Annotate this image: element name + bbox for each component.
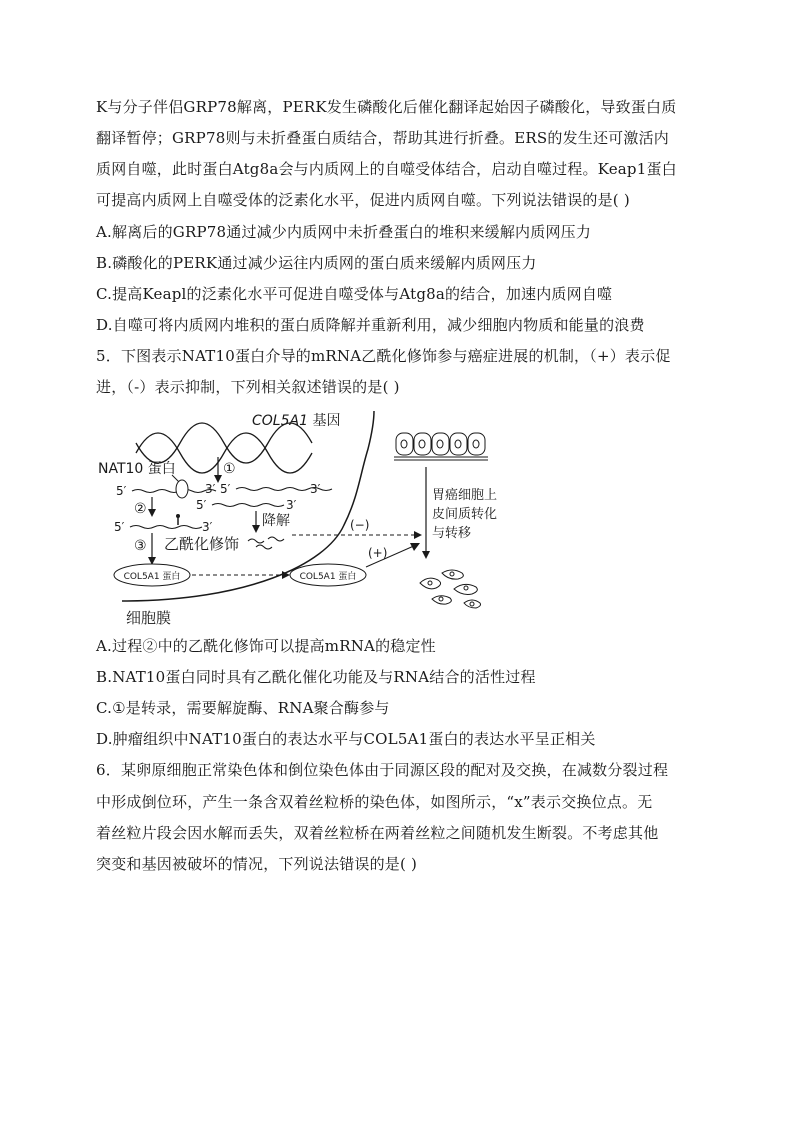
option-b: B.NAT10蛋白同时具有乙酰化催化功能及与RNA结合的活性过程: [96, 668, 536, 686]
question-5-stem: 5．下图表示NAT10蛋白介导的mRNA乙酰化修饰参与癌症进展的机制，（+）表示促: [96, 347, 671, 365]
option-a: A.解离后的GRP78通过减少内质网中未折叠蛋白的堆积来缓解内质网压力: [96, 223, 592, 241]
prime-3: 3′: [310, 482, 321, 496]
mrna-acetylated: [130, 526, 202, 529]
option-b: B.磷酸化的PERK通过减少运往内质网的蛋白质来缓解内质网压力: [96, 254, 537, 272]
emt-label-line3: 与转移: [432, 526, 472, 541]
text-line: K与分子伴侣GRP78解离，PERK发生磷酸化后催化翻译起始因子磷酸化，导致蛋白质: [96, 98, 677, 116]
prime-5: 5′: [220, 482, 231, 496]
nat10-label: NAT10 蛋白: [98, 461, 176, 477]
mechanism-diagram: [96, 405, 536, 630]
gene-label: COL5A1: [252, 413, 308, 429]
prime-5: 5′: [196, 498, 207, 512]
nat10-protein: [176, 480, 188, 498]
step-1-label: ①: [223, 461, 236, 477]
prime-5: 5′: [114, 520, 125, 534]
epithelial-cells: [396, 433, 485, 455]
col5a1-protein-outer-label: COL5A1 蛋白: [299, 572, 357, 582]
option-c: C.提高Keapl的泛素化水平可促进自噬受体与Atg8a的结合，加速内质网自噬: [96, 285, 613, 303]
question-6-stem: 6．某卵原细胞正常染色体和倒位染色体由于同源区段的配对及交换，在减数分裂过程: [96, 761, 669, 779]
dna-strand-2: [136, 423, 312, 463]
acetyl-label: 乙酰化修饰: [164, 535, 240, 553]
text-line: 可提高内质网上自噬受体的泛素化水平，促进内质网自噬。下列说法错误的是( ): [96, 191, 630, 209]
step-2-label: ②: [134, 501, 147, 517]
col5a1-protein-inner-label: COL5A1 蛋白: [123, 572, 181, 582]
question-5-stem: 进，（-）表示抑制，下列相关叙述错误的是( ): [96, 378, 400, 396]
mesenchymal-cells: [420, 570, 481, 608]
emt-label-line2: 皮间质转化: [432, 507, 498, 522]
degrade-label: 降解: [262, 513, 290, 529]
mrna-1: [132, 490, 216, 493]
gene-label-suffix: 基因: [308, 413, 341, 429]
question-6-stem: 着丝粒片段会因水解而丢失，双着丝粒桥在两着丝粒之间随机发生断裂。不考虑其他: [96, 824, 659, 842]
inhibit-label: (−): [350, 518, 370, 532]
option-d: D.自噬可将内质网内堆积的蛋白质降解并重新利用，减少细胞内物质和能量的浪费: [96, 316, 645, 334]
degraded-mrna: [248, 537, 284, 549]
svg-text:COL5A1 基因: [252, 412, 340, 429]
emt-label-line1: 胃癌细胞上: [432, 488, 498, 503]
option-c: C.①是转录，需要解旋酶、RNA聚合酶参与: [96, 699, 390, 717]
prime-3: 3′: [286, 498, 297, 512]
text-line: 翻译暂停；GRP78则与未折叠蛋白质结合，帮助其进行折叠。ERS的发生还可激活内: [96, 129, 669, 147]
question-6-stem: 中形成倒位环，产生一条含双着丝粒桥的染色体，如图所示，“x”表示交换位点。无: [96, 793, 653, 811]
mrna-2: [212, 504, 284, 507]
membrane-label: 细胞膜: [126, 609, 172, 627]
prime-3: 3′: [205, 482, 216, 496]
step-3-label: ③: [134, 538, 147, 554]
prime-5: 5′: [116, 484, 127, 498]
promote-label: (+): [368, 546, 388, 560]
prime-3: 3′: [202, 520, 213, 534]
text-line: 质网自噬，此时蛋白Atg8a会与内质网上的自噬受体结合，启动自噬过程。Keap1蛋白: [96, 160, 677, 178]
question-6-stem: 突变和基因被破坏的情况，下列说法错误的是( ): [96, 855, 418, 873]
option-a: A.过程②中的乙酰化修饰可以提高mRNA的稳定性: [96, 637, 436, 655]
option-d: D.肿瘤组织中NAT10蛋白的表达水平与COL5A1蛋白的表达水平呈正相关: [96, 730, 596, 748]
